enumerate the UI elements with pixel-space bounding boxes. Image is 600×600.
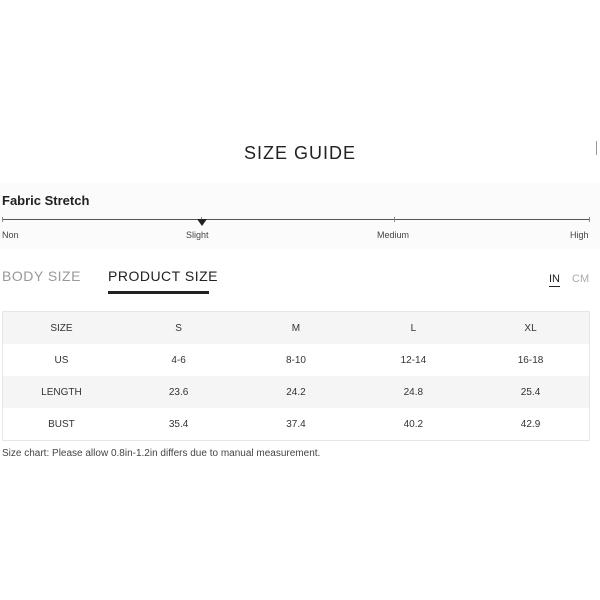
unit-cm-toggle[interactable]: CM [572,273,590,285]
table-cell: 23.6 [168,386,189,398]
fabric-stretch-section [0,183,600,249]
header-cell-l: L [410,322,417,334]
stretch-label-slight: Slight [186,230,209,240]
page-title: SIZE GUIDE [243,143,356,163]
stretch-label-high: High [570,230,589,240]
tab-product-size[interactable]: PRODUCT SIZE [108,268,218,284]
stretch-label-non: Non [2,230,19,240]
table-row [3,408,590,441]
header-cell-size: SIZE [50,322,73,334]
header-cell-s: S [175,322,182,334]
edge-divider [596,141,600,155]
header-cell-m: M [291,322,301,334]
table-cell: 35.4 [168,418,189,430]
stretch-pointer-icon [197,219,207,226]
fabric-stretch-label: Fabric Stretch [2,193,90,208]
size-chart-footnote: Size chart: Please allow 0.8in-1.2in differs due to manual measurement. [2,448,321,459]
header-cell-xl: XL [524,322,537,334]
table-cell: 24.8 [403,386,424,398]
stretch-track [2,219,590,220]
table-cell: 24.2 [286,386,306,398]
table-cell: 42.9 [520,418,541,430]
row-label: BUST [48,418,75,430]
table-cell: 37.4 [286,418,306,430]
table-cell: 40.2 [403,418,424,430]
row-label: US [54,354,69,366]
row-label: LENGTH [41,386,82,398]
size-table [2,311,590,441]
table-cell: 12-14 [400,354,427,366]
stretch-tick-medium [394,217,395,222]
stretch-tick-non [2,217,3,222]
table-cell: 16-18 [517,354,544,366]
table-cell: 4-6 [171,354,186,366]
table-cell: 8-10 [285,354,306,366]
stretch-label-medium: Medium [377,230,410,240]
table-row [3,344,590,376]
table-cell: 25.4 [520,386,541,398]
active-tab-indicator [108,291,209,294]
unit-in-toggle[interactable]: IN [549,273,560,285]
table-row [3,376,590,408]
table-header-row [3,312,590,345]
stretch-tick-high [589,217,590,222]
tab-body-size[interactable]: BODY SIZE [2,268,81,284]
